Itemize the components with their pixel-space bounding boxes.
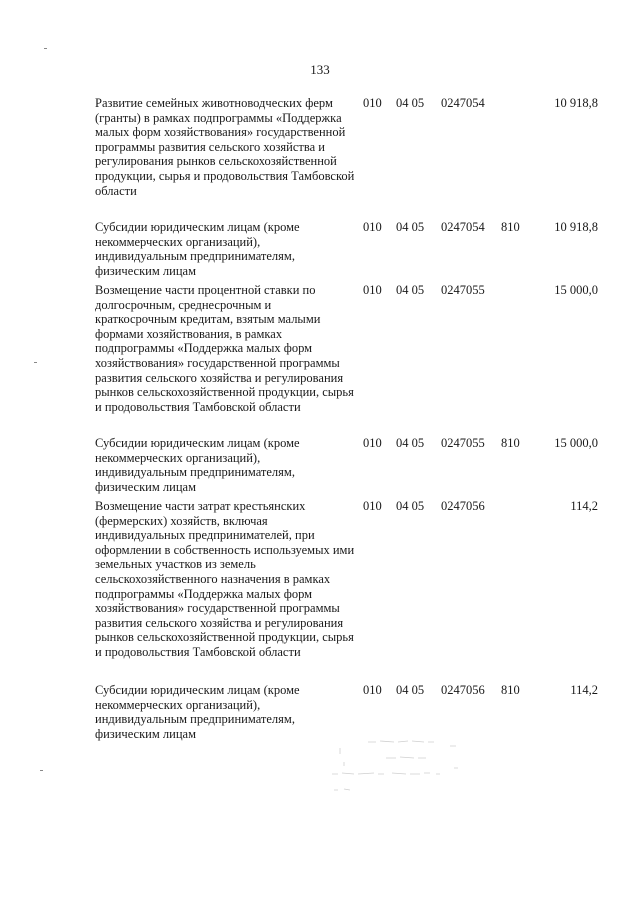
ministry-code: 010 [363, 96, 382, 110]
section-code: 04 05 [396, 96, 425, 110]
row-description: Возмещение части процентной ставки по долгосрочным, среднесрочным и краткосрочным кредитам, взятым малыми формами хозяйствования, в рамках подпрограммы «Поддержка малых форм хозяйствования» государственной программы развития сельского хозяйства и регулирования рынков сельскохозяйственной продукции, сырья и продовольствия Тамбовской области [95, 283, 354, 414]
target-article-code: 0247054 [441, 96, 485, 110]
section-code: 04 05 [396, 283, 425, 297]
row-description: Возмещение части затрат крестьянских (фермерских) хозяйств, включая индивидуальных предпринимателей, при оформлении в собственность используемых ими земельных участков из земель сельскохозяйственного назначения в рамках подпрограммы «Поддержка малых форм хозяйствования» государственной программы развития сельского хозяйства и регулирования рынков сельскохозяйственной продукции, сырья и продовольствия Тамбовской области [95, 499, 355, 659]
target-article-code: 0247054 [441, 220, 485, 234]
amount: 114,2 [570, 683, 598, 697]
section-code: 04 05 [396, 436, 425, 450]
target-article-code: 0247056 [441, 499, 485, 513]
amount: 10 918,8 [554, 96, 598, 110]
amount: 114,2 [570, 499, 598, 513]
target-article-code: 0247055 [441, 283, 485, 297]
ministry-code: 010 [363, 220, 382, 234]
target-article-code: 0247056 [441, 683, 485, 697]
section-code: 04 05 [396, 683, 425, 697]
amount: 15 000,0 [554, 436, 598, 450]
ministry-code: 010 [363, 283, 382, 297]
amount: 10 918,8 [554, 220, 598, 234]
margin-speck [40, 770, 43, 771]
section-code: 04 05 [396, 220, 425, 234]
faint-stamp-mark [328, 728, 478, 798]
ministry-code: 010 [363, 436, 382, 450]
row-description: Субсидии юридическим лицам (кроме некоммерческих организаций), индивидуальным предпринимателям, физическим лицам [95, 436, 300, 494]
ministry-code: 010 [363, 683, 382, 697]
amount: 15 000,0 [554, 283, 598, 297]
row-description: Субсидии юридическим лицам (кроме некоммерческих организаций), индивидуальным предпринимателям, физическим лицам [95, 220, 300, 278]
target-article-code: 0247055 [441, 436, 485, 450]
row-description: Субсидии юридическим лицам (кроме некоммерческих организаций), индивидуальным предпринимателям, физическим лицам [95, 683, 300, 741]
row-description: Развитие семейных животноводческих ферм (гранты) в рамках подпрограммы «Поддержка малых форм хозяйствования» государственной программы развития сельского хозяйства и регулирования рынков сельскохозяйственной продукции, сырья и продовольствия Тамбовской области [95, 96, 355, 198]
section-code: 04 05 [396, 499, 425, 513]
ministry-code: 010 [363, 499, 382, 513]
expense-type-code: 810 [501, 220, 520, 234]
margin-speck [34, 362, 37, 363]
expense-type-code: 810 [501, 436, 520, 450]
page-number: 133 [310, 62, 330, 77]
expense-type-code: 810 [501, 683, 520, 697]
margin-speck [44, 48, 47, 49]
